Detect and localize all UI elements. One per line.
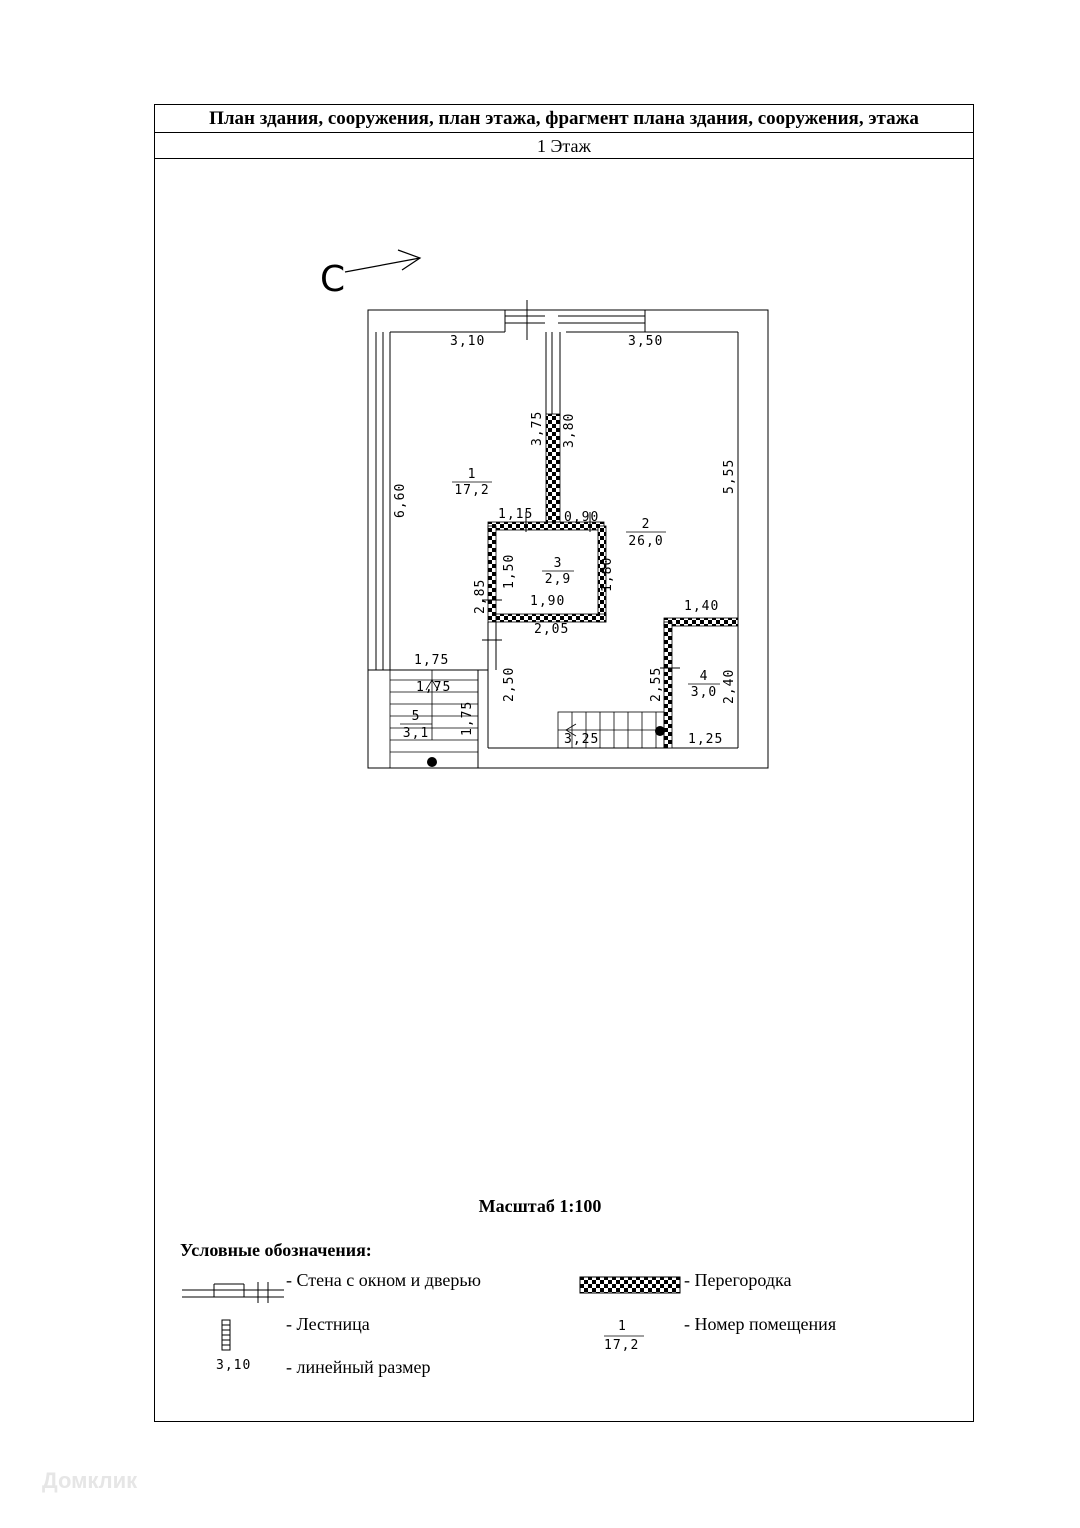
room-2-number: 2 (641, 517, 651, 532)
room-4-number: 4 (699, 669, 709, 684)
legend-room-number-label: - Номер помещения (684, 1314, 837, 1334)
room3-outline (488, 622, 496, 670)
dim-right-wall: 5,55 (722, 458, 737, 494)
room-3-number: 3 (553, 556, 563, 571)
room-5-area: 3,1 (402, 726, 430, 741)
stair-entry-marker (427, 757, 437, 767)
dim-partition-a: 3,75 (530, 410, 545, 446)
floor-label: 1 Этаж (155, 133, 973, 159)
legend-partition-label: - Перегородка (684, 1270, 792, 1290)
legend-partition-symbol (580, 1277, 680, 1293)
dim-room3-bottom-inner: 1,90 (530, 594, 566, 609)
dim-top-left: 3,10 (450, 334, 486, 349)
north-arrow (345, 250, 420, 272)
dim-room3-bottom-outer: 2,05 (534, 622, 570, 637)
dim-room3-left-outer: 2,85 (473, 578, 488, 614)
dim-top-right: 3,50 (628, 334, 664, 349)
scale-label: Масштаб 1:100 (478, 1196, 602, 1216)
dimension-labels (393, 334, 737, 747)
dim-room4-right: 2,40 (722, 668, 737, 704)
dim-room3-right-inner: 1,80 (600, 556, 615, 592)
watermark: Домклик (42, 1468, 138, 1493)
dim-stair-side: 1,75 (460, 700, 475, 736)
dim-left-wall: 6,60 (393, 482, 408, 518)
room-5-number: 5 (411, 709, 421, 724)
legend-dimension-label: - линейный размер (286, 1357, 431, 1377)
legend-wall-symbol (182, 1282, 284, 1303)
dim-stair-inner: 1,75 (416, 680, 452, 695)
dim-hall-left: 2,50 (502, 666, 517, 702)
legend-title: Условные обозначения: (180, 1240, 372, 1260)
dim-stair-top: 1,75 (414, 653, 450, 668)
north-marker: С (320, 259, 346, 300)
stair-hall-marker (655, 726, 665, 736)
legend-room-number-sample: 1 (618, 1319, 627, 1334)
room-1-number: 1 (467, 467, 477, 482)
legend-stairs-symbol (222, 1320, 230, 1350)
legend-wall-label: - Стена с окном и дверью (286, 1270, 481, 1290)
dim-room3-top-left: 1,15 (498, 507, 534, 522)
dim-room3-left-inner: 1,50 (502, 553, 517, 589)
dim-room4-top: 1,40 (684, 599, 720, 614)
legend-room-area-sample: 17,2 (604, 1338, 640, 1353)
partition-lines (546, 332, 560, 420)
room-2-area: 26,0 (628, 534, 664, 549)
dim-partition-b: 3,80 (562, 412, 577, 448)
dim-room4-left: 2,55 (649, 666, 664, 702)
room-1-area: 17,2 (454, 483, 490, 498)
legend-dimension-sample: 3,10 (216, 1358, 252, 1373)
sheet-title: План здания, сооружения, план этажа, фрагмент плана здания, сооружения, этажа (155, 105, 973, 133)
dim-stair2: 3,25 (564, 732, 600, 747)
dim-room4-bottom: 1,25 (688, 732, 724, 747)
room-4-area: 3,0 (690, 685, 718, 700)
legend-stairs-label: - Лестница (286, 1314, 370, 1334)
dim-room3-top-right: 0,90 (564, 510, 600, 525)
room-3-area: 2,9 (544, 572, 572, 587)
